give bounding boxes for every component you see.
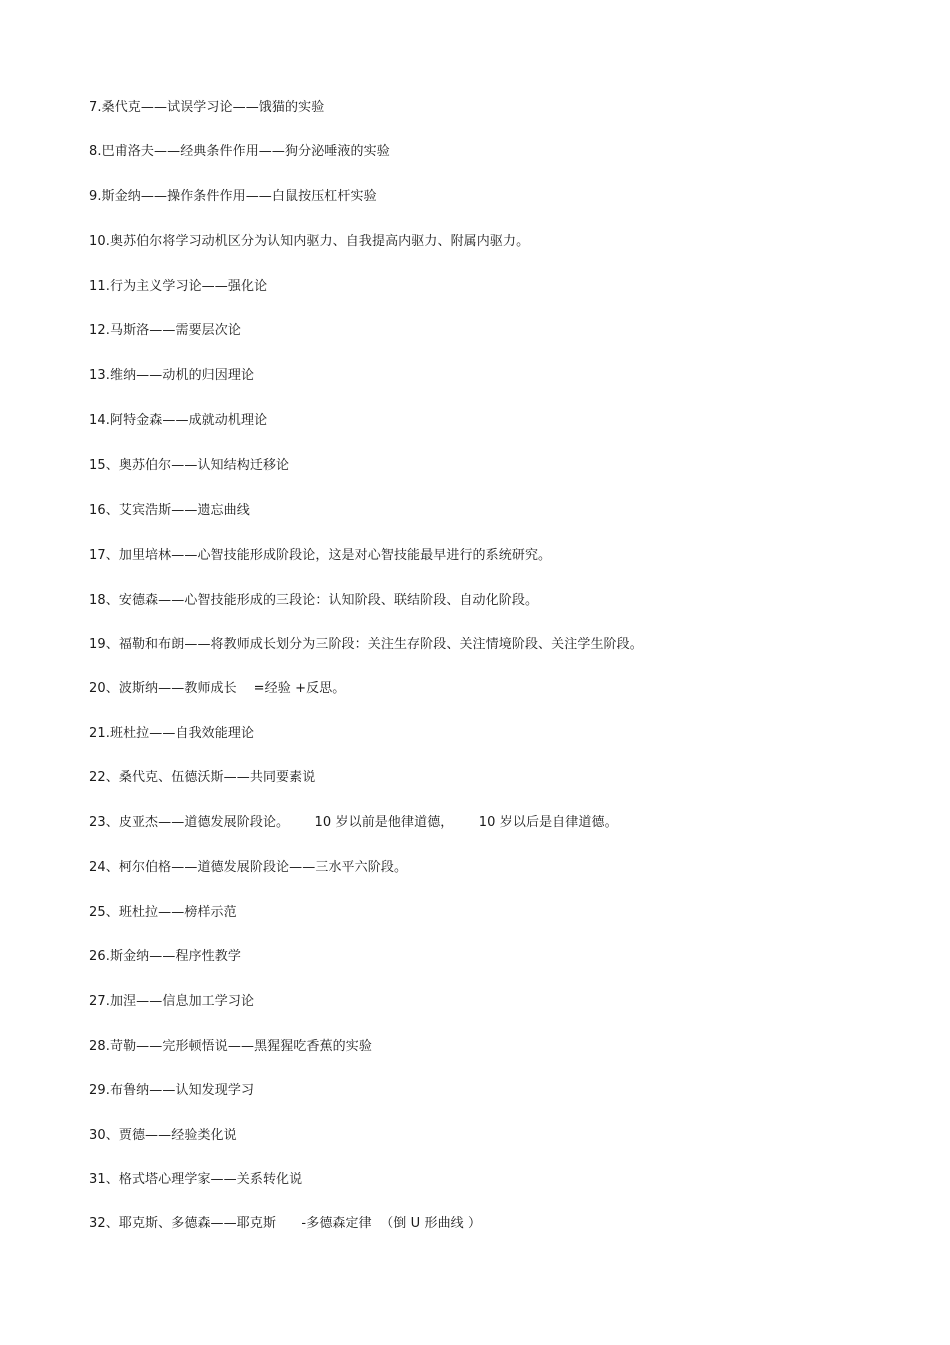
text-line-30: 30、贾德——经验类化说 bbox=[89, 1128, 237, 1143]
text-line-27: 27.加涅——信息加工学习论 bbox=[89, 994, 255, 1009]
text-line-26: 26.斯金纳——程序性教学 bbox=[89, 949, 241, 964]
text-line-22: 22、桑代克、伍德沃斯——共同要素说 bbox=[89, 770, 316, 785]
text-line-19: 19、福勒和布朗——将教师成长划分为三阶段：关注生存阶段、关注情境阶段、关注学生阶段。 bbox=[89, 637, 643, 652]
text-line-29: 29.布鲁纳——认知发现学习 bbox=[89, 1083, 255, 1098]
text-line-20: 20、波斯纳——教师成长 =经验 +反思。 bbox=[89, 681, 346, 696]
text-line-24: 24、柯尔伯格——道德发展阶段论——三水平六阶段。 bbox=[89, 860, 408, 875]
text-line-8: 8.巴甫洛夫——经典条件作用——狗分泌唾液的实验 bbox=[89, 144, 390, 159]
text-line-15: 15、奥苏伯尔——认知结构迁移论 bbox=[89, 458, 290, 473]
text-line-25: 25、班杜拉——榜样示范 bbox=[89, 905, 237, 920]
text-line-12: 12.马斯洛——需要层次论 bbox=[89, 323, 241, 338]
text-line-9: 9.斯金纳——操作条件作用——白鼠按压杠杆实验 bbox=[89, 189, 377, 204]
text-line-28: 28.苛勒——完形顿悟说——黑猩猩吃香蕉的实验 bbox=[89, 1039, 372, 1054]
text-line-21: 21.班杜拉——自我效能理论 bbox=[89, 726, 255, 741]
text-line-16: 16、艾宾浩斯——遗忘曲线 bbox=[89, 503, 250, 518]
text-line-31: 31、格式塔心理学家——关系转化说 bbox=[89, 1172, 303, 1187]
text-line-18: 18、安德森——心智技能形成的三段论：认知阶段、联结阶段、自动化阶段。 bbox=[89, 593, 539, 608]
text-line-10: 10.奥苏伯尔将学习动机区分为认知内驱力、自我提高内驱力、附属内驱力。 bbox=[89, 234, 530, 249]
text-line-13: 13.维纳——动机的归因理论 bbox=[89, 368, 255, 383]
text-line-7: 7.桑代克——试误学习论——饿猫的实验 bbox=[89, 100, 325, 115]
text-line-14: 14.阿特金森——成就动机理论 bbox=[89, 413, 268, 428]
text-line-17: 17、加里培林——心智技能形成阶段论，这是对心智技能最早进行的系统研究。 bbox=[89, 548, 552, 563]
text-line-32: 32、耶克斯、多德森——耶克斯 -多德森定律 （倒 U 形曲线 ） bbox=[89, 1216, 482, 1231]
text-line-11: 11.行为主义学习论——强化论 bbox=[89, 279, 268, 294]
text-line-23: 23、皮亚杰——道德发展阶段论。 10 岁以前是他律道德， 10 岁以后是自律道德。 bbox=[89, 815, 618, 830]
